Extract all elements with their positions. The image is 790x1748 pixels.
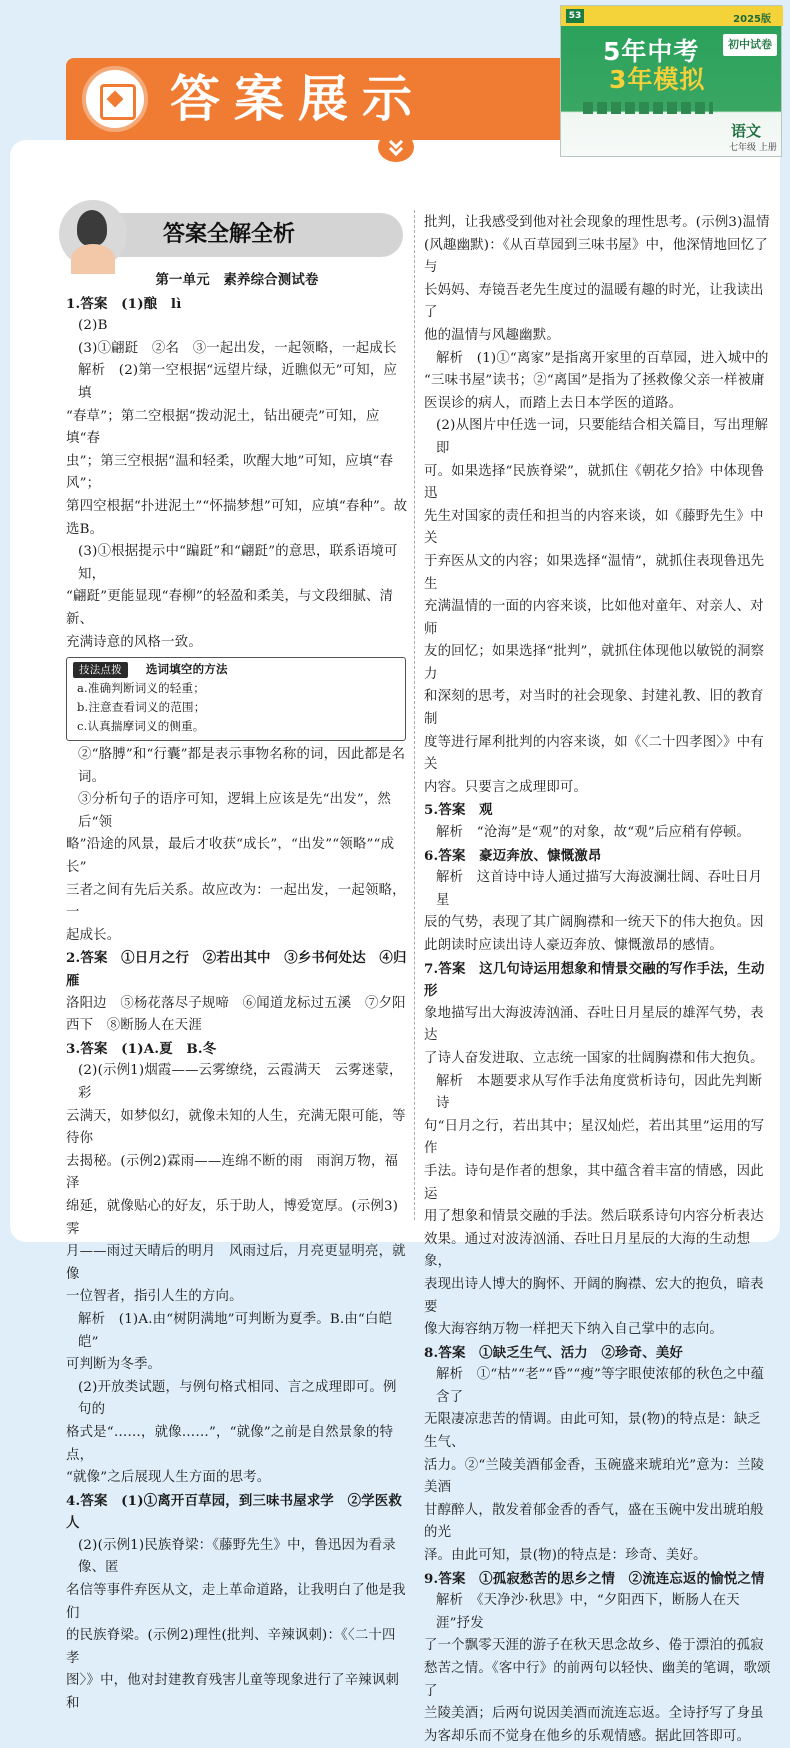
text-line: 7.答案 这几句诗运用想象和情景交融的写作手法，生动形 <box>424 960 765 1000</box>
column-divider <box>414 210 415 1220</box>
text-line: 解析 (2)第一空根据“远望片绿，近瞧似无”可知，应填 <box>78 363 398 401</box>
text-line: 愁苦之情。《客中行》的前两句以轻快、幽美的笔调，歌颂了 <box>424 1661 771 1699</box>
text-line: 句“日月之行，若出其中；星汉灿烂，若出其里”运用的写作 <box>424 1118 765 1157</box>
tip-badge: 技法点拨 <box>73 662 128 678</box>
text-line: 充满诗意的风格一致。 <box>66 634 202 650</box>
text-line: (3)①翩跹 ②名 ③一起出发，一起领略，一起成长 <box>78 340 397 356</box>
text-line: 泽。由此可知，景(物)的特点是：珍奇、美好。 <box>424 1548 707 1564</box>
text-line: 和深刻的思考，对当时的社会现象、封建礼教、旧的教育制 <box>424 689 764 728</box>
text-line: 选B。 <box>66 521 104 537</box>
book-year: 2025版 <box>733 14 771 25</box>
book-brand: 53 <box>566 9 584 23</box>
text-line: 先生对国家的责任和担当的内容来谈，如《藤野先生》中关 <box>424 508 764 547</box>
chevron-down-icon <box>378 132 414 162</box>
text-line: (风趣幽默)：《从百草园到三味书屋》中，他深情地回忆了与 <box>424 237 768 276</box>
book-subtitle-strip <box>583 102 713 114</box>
book-title-line1: 5年中考 <box>603 37 700 66</box>
text-line: 解析 这首诗中诗人通过描写大海波澜壮阔、吞吐日月星 <box>436 870 763 908</box>
text-line: 格式是“……，就像……”，“就像”之前是自然景象的特点， <box>66 1424 394 1463</box>
text-line: (2)(示例1)烟霞——云雾缭绕，云霞满天 云雾迷蒙，彩 <box>78 1063 403 1101</box>
text-line: 效果。通过对波涛汹涌、吞吐日月星辰的大海的生动想象， <box>424 1231 751 1270</box>
text-line: (3)①根据提示中“蹁跹”和“翩跹”的意思，联系语境可知， <box>78 544 398 582</box>
text-line: (2)B <box>78 318 108 334</box>
text-line: 他的温情与风趣幽默。 <box>424 327 560 343</box>
book-title-line2: 3年模拟 <box>609 65 706 94</box>
text-line: 西下 ⑧断肠人在天涯 <box>66 1018 202 1034</box>
text-line: 解析 (1)①“离家”是指离开家里的百草园，进入城中的 <box>436 350 769 366</box>
text-line: 了诗人奋发进取、立志统一国家的壮阔胸襟和伟大抱负。 <box>424 1050 764 1066</box>
text-line: 云满天，如梦似幻，就像未知的人生，充满无限可能，等待你 <box>66 1108 406 1147</box>
text-line: (2)开放类试题，与例句格式相同、言之成理即可。例句的 <box>78 1379 397 1418</box>
right-lines <box>424 212 774 1748</box>
text-line: ②“胳膊”和“行囊”都是表示事物名称的词，因此都是名词。 <box>78 747 406 785</box>
text-line: 解析 “沧海”是“观”的对象，故“观”后应稍有停顿。 <box>436 825 751 841</box>
text-line: 此朗读时应读出诗人豪迈奔放、慷慨激昂的感情。 <box>424 938 723 953</box>
text-line: 解析 ①“枯”“老”“昏”“瘦”等字眼使浓郁的秋色之中蕴含了 <box>436 1367 765 1405</box>
text-line: 6.答案 豪迈奔放、慷慨激昂 <box>424 847 602 864</box>
text-line: 虫”；第三空根据“温和轻柔，吹醒大地”可知，应填“春风”； <box>66 453 394 492</box>
text-line: 一位智者，指引人生的方向。 <box>66 1289 243 1305</box>
text-line: 医误诊的病人，而踏上去日本学医的道路。 <box>424 395 683 411</box>
avatar <box>59 200 127 268</box>
text-line: “三味书屋”读书；②“离国”是指为了拯救像父亲一样被庸 <box>424 373 765 389</box>
text-line: 内容。只要言之成理即可。 <box>424 779 588 795</box>
text-line: 4.答案 (1)①离开百草园，到三味书屋求学 ②学医救人 <box>66 1492 402 1532</box>
text-line: 手法。诗句是作者的想象，其中蕴含着丰富的情感，因此运 <box>424 1163 764 1202</box>
book-type: 初中试卷 <box>723 34 777 56</box>
text-line: 的民族脊梁。(示例2)理性(批判、辛辣讽刺)：《〈二十四孝 <box>66 1628 396 1666</box>
left-column <box>66 270 408 1716</box>
banner-title: 答案展示 <box>170 70 426 128</box>
text-line: 可判断为冬季。 <box>66 1357 162 1373</box>
text-line: 解析 (1)A.由“树阴满地”可判断为夏季。B.由“白皑皑” <box>78 1311 393 1350</box>
text-line: 8.答案 ①缺乏生气、活力 ②珍奇、美好 <box>424 1344 684 1361</box>
text-line: 兰陵美酒；后两句说因美酒而流连忘返。全诗抒写了身虽 <box>424 1706 764 1722</box>
tip-title: 选词填空的方法 <box>145 662 228 677</box>
text-line: “翩跹”更能显现“春柳”的轻盈和柔美，与文段细腻、清新、 <box>66 589 394 627</box>
text-line: (2)从图片中任选一词，只要能结合相关篇目，写出理解即 <box>436 418 769 456</box>
text-line: 三者之间有先后关系。故应改为：一起出发，一起领略，一 <box>66 882 406 921</box>
text-line: (2)(示例1)民族脊梁：《藤野先生》中，鲁迅因为看录像、匿 <box>78 1537 396 1576</box>
heading-title: 答案全解全析 <box>163 222 296 247</box>
tip-box <box>66 657 406 741</box>
text-line: 长妈妈、寿镜吾老先生度过的温暖有趣的时光，让我读出了 <box>424 282 764 321</box>
left-lines-2 <box>66 744 408 1716</box>
text-line: 表现出诗人博大的胸怀、开阔的胸襟、宏大的抱负，暗表要 <box>424 1276 764 1315</box>
tip-item: a.准确判断词义的轻重； <box>77 681 205 696</box>
banner <box>66 58 594 140</box>
tip-item: b.注意查看词义的范围； <box>77 700 206 715</box>
unit-title: 第一单元 素养综合测试卷 <box>155 273 319 288</box>
text-line: 图〉》中，他对封建教育残害儿童等现象进行了辛辣讽刺和 <box>66 1673 400 1712</box>
text-line: 可。如果选择“民族脊梁”，就抓住《朝花夕拾》中体现鲁迅 <box>424 463 765 502</box>
text-line: 度等进行犀利批判的内容来谈，如《〈二十四孝图〉》中有关 <box>424 734 764 773</box>
book-grade: 七年级 上册 <box>729 143 777 153</box>
text-line: 甘醇醉人，散发着郁金香的香气，盛在玉碗中发出琥珀般的光 <box>424 1502 764 1541</box>
text-line: 批判，让我感受到他对社会现象的理性思考。(示例3)温情 <box>424 215 770 230</box>
text-line: 洛阳边 ⑤杨花落尽子规啼 ⑥闻道龙标过五溪 ⑦夕阳 <box>66 995 406 1011</box>
section-heading <box>59 200 404 270</box>
text-line: “春草”；第二空根据“拨动泥土，钻出硬壳”可知，应填“春 <box>66 408 380 447</box>
text-line: 绵延，就像贴心的好友，乐于助人，博爱宽厚。(示例3)霁 <box>66 1198 399 1237</box>
text-line: 起成长。 <box>66 927 121 943</box>
book-cover <box>560 5 782 157</box>
text-line: 像大海容纳万物一样把天下纳入自己掌中的志向。 <box>424 1322 723 1338</box>
text-line: 充满温情的一面的内容来谈，比如他对童年、对亲人、对师 <box>424 599 764 637</box>
right-column <box>424 212 774 1748</box>
text-line: 1.答案 (1)酿 lì <box>66 295 182 312</box>
text-line: 解析 本题要求从写作手法角度赏析诗句，因此先判断诗 <box>436 1073 763 1112</box>
text-line: 解析 《天净沙·秋思》中，“夕阳西下，断肠人在天涯”抒发 <box>436 1593 740 1631</box>
book-subject: 语文 <box>731 122 762 140</box>
text-line: 名信等事件弃医从文，走上革命道路，让我明白了他是我们 <box>66 1583 406 1621</box>
text-line: 第四空根据“扑进泥土”“怀揣梦想”可知，应填“春种”。故 <box>66 498 408 514</box>
text-line: 象地描写出大海波涛汹涌、吞吐日月星辰的雄浑气势，表达 <box>424 1005 764 1044</box>
text-line: 辰的气势，表现了其广阔胸襟和一统天下的伟大抱负。因 <box>424 915 764 931</box>
text-line: 去揭秘。(示例2)霖雨——连绵不断的雨 雨润万物，福泽 <box>66 1153 399 1192</box>
emblem-icon <box>82 66 148 132</box>
text-line: 9.答案 ①孤寂愁苦的思乡之情 ②流连忘返的愉悦之情 <box>424 1570 765 1587</box>
text-line: 用了想象和情景交融的手法。然后联系诗句内容分析表达 <box>424 1209 764 1225</box>
text-line: 月——雨过天晴后的明月 风雨过后，月亮更显明亮，就像 <box>66 1244 406 1282</box>
text-line: 活力。②“兰陵美酒郁金香，玉碗盛来琥珀光”意为：兰陵美酒 <box>424 1457 765 1496</box>
text-line: 略”沿途的风景，最后才收获“成长”，“出发”“领略”“成长” <box>66 837 395 876</box>
left-lines <box>66 293 408 655</box>
text-line: 为客却乐而不觉身在他乡的乐观情感。据此回答即可。 <box>424 1728 751 1744</box>
text-line: 于弃医从文的内容；如果选择“温情”，就抓住表现鲁迅先生 <box>424 553 765 592</box>
tip-item: c.认真揣摩词义的侧重。 <box>77 719 205 734</box>
text-line: 无限凄凉悲苦的情调。由此可知，景(物)的特点是：缺乏生气、 <box>424 1412 762 1451</box>
text-line: ③分析句子的语序可知，逻辑上应该是先“出发”，然后“领 <box>78 792 392 830</box>
text-line: 3.答案 (1)A.夏 B.冬 <box>66 1040 217 1057</box>
text-line: “就像”之后展现人生方面的思考。 <box>66 1470 271 1486</box>
text-line: 友的回忆；如果选择“批判”，就抓住体现他以敏锐的洞察力 <box>424 644 765 682</box>
text-line: 5.答案 观 <box>424 802 493 819</box>
text-line: 了一个飘零天涯的游子在秋天思念故乡、倦于漂泊的孤寂 <box>424 1638 764 1654</box>
text-line: 2.答案 ①日月之行 ②若出其中 ③乡书何处达 ④归雁 <box>66 950 407 990</box>
